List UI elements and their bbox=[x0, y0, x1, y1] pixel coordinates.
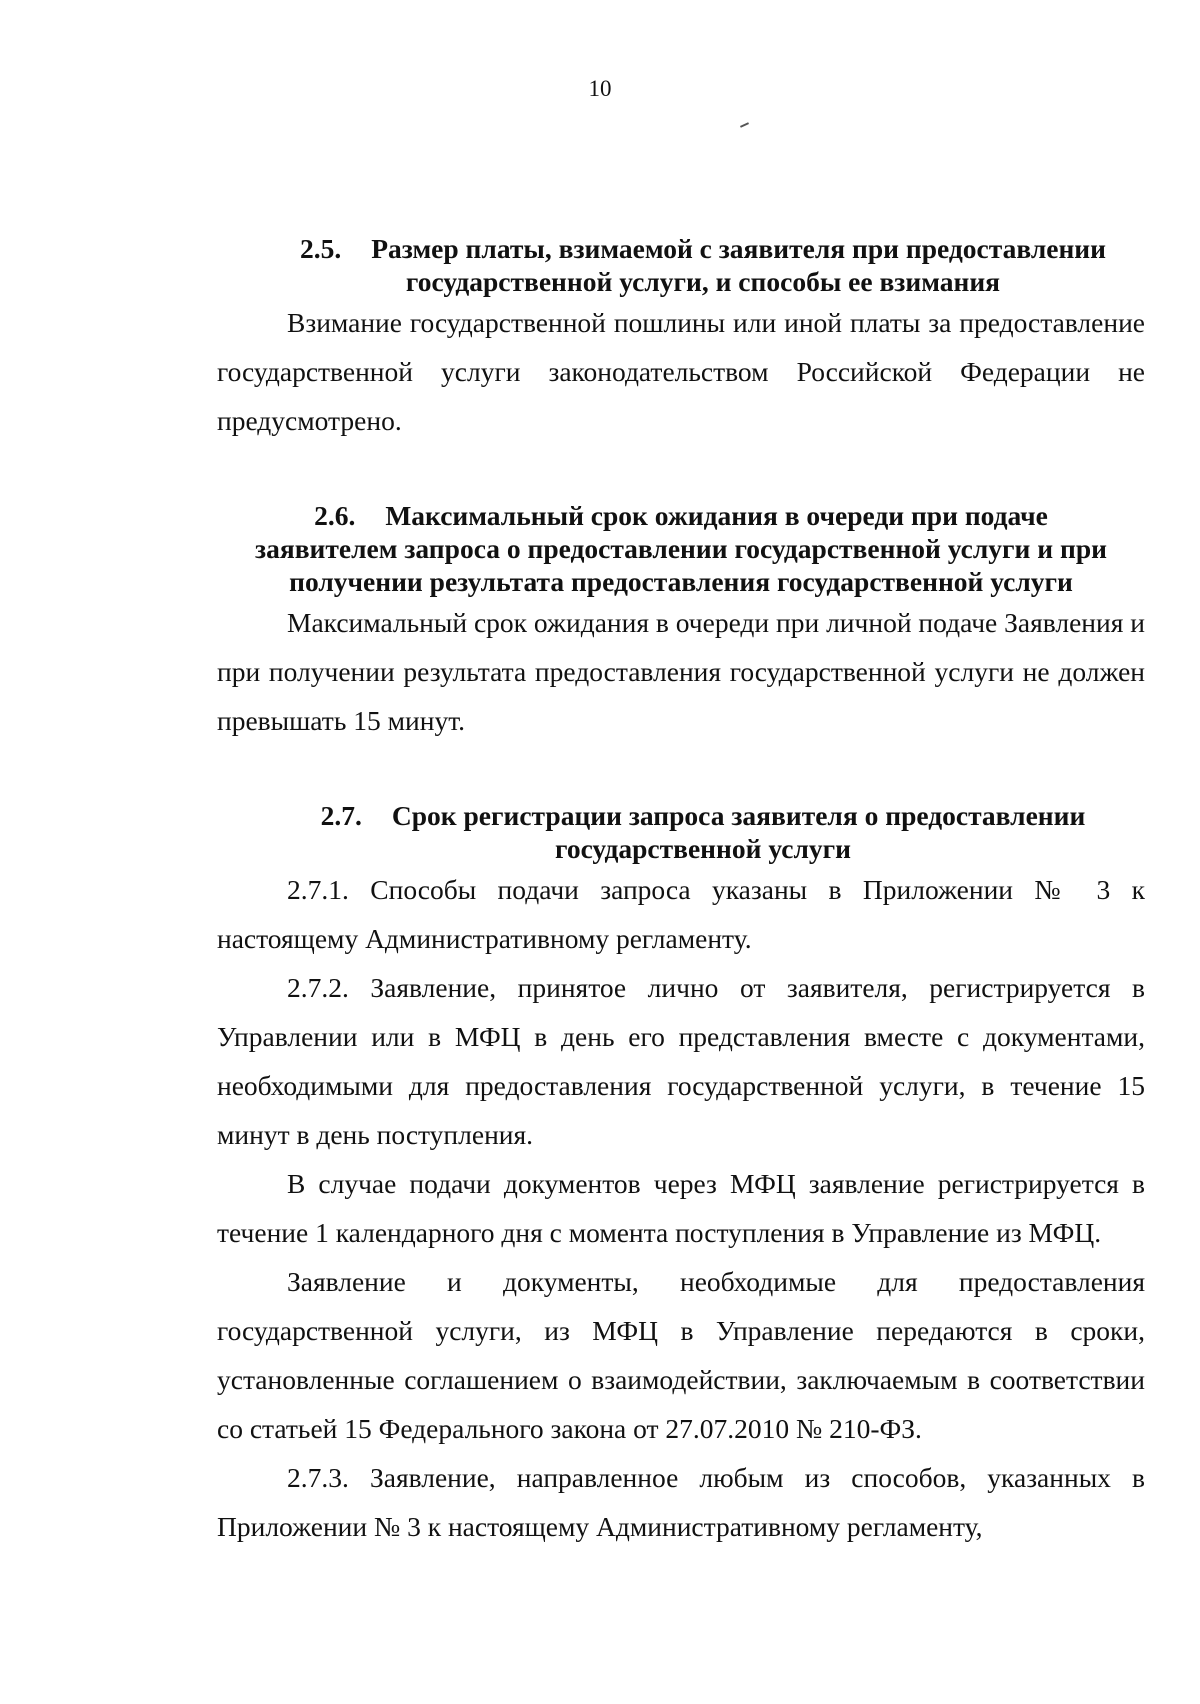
section-heading-line bbox=[217, 499, 1145, 532]
section-title-text: Срок регистрации запроса заявителя о предоставлении bbox=[391, 800, 1086, 831]
section-heading-line: получении результата предоставления государственной услуги bbox=[289, 566, 1073, 597]
section-number: 2.6. bbox=[314, 500, 356, 531]
section-title-text: Размер платы, взимаемой с заявителя при предоставлении bbox=[371, 233, 1106, 264]
paragraph: Максимальный срок ожидания в очереди при личной подаче Заявления и при получении результата предоставления государственной услуги не должен превышать 15 минут. bbox=[217, 607, 1145, 736]
section-heading-line: государственной услуги bbox=[555, 833, 851, 864]
paragraph: 2.7.3. Заявление, направленное любым из способов, указанных в Приложении № 3 к настоящему Административному регламенту, bbox=[217, 1462, 1145, 1542]
scan-mark bbox=[740, 122, 749, 128]
section-heading-2-7 bbox=[217, 799, 1145, 865]
paragraph: 2.7.2. Заявление, принятое лично от заявителя, регистрируется в Управлении или в МФЦ в день его представления вместе с документами, необходимыми для предоставления государственной услуги, в течение 15 минут в день поступления. bbox=[217, 972, 1145, 1150]
paragraph: Заявление и документы, необходимые для предоставления государственной услуги, из МФЦ в Управление передаются в сроки, установленные соглашением о взаимодействии, заключаемым в соответствии со статьей 15 Федерального закона от 27.07.2010 № 210-ФЗ. bbox=[217, 1266, 1145, 1444]
page-number: 10 bbox=[588, 76, 612, 101]
paragraph: Взимание государственной пошлины или иной платы за предоставление государственной услуги законодательством Российской Федерации не предусмотрено. bbox=[217, 307, 1145, 436]
section-heading-line bbox=[261, 799, 1145, 832]
section-number: 2.7. bbox=[320, 800, 362, 831]
section-heading-line: государственной услуги, и способы ее взимания bbox=[405, 266, 1001, 297]
paragraph: 2.7.1. Способы подачи запроса указаны в Приложении № 3 к настоящему Административному регламенту. bbox=[217, 874, 1145, 954]
section-heading-line: заявителем запроса о предоставлении государственной услуги и при bbox=[255, 533, 1107, 564]
document-body bbox=[217, 232, 1145, 1551]
section-title-text: Максимальный срок ожидания в очереди при подаче bbox=[385, 500, 1048, 531]
paragraph: В случае подачи документов через МФЦ заявление регистрируется в течение 1 календарного дня с момента поступления в Управление из МФЦ. bbox=[217, 1168, 1145, 1248]
section-heading-2-5 bbox=[217, 232, 1145, 298]
section-heading-line bbox=[261, 232, 1145, 265]
section-heading-2-6 bbox=[217, 499, 1145, 598]
section-number: 2.5. bbox=[299, 233, 342, 264]
